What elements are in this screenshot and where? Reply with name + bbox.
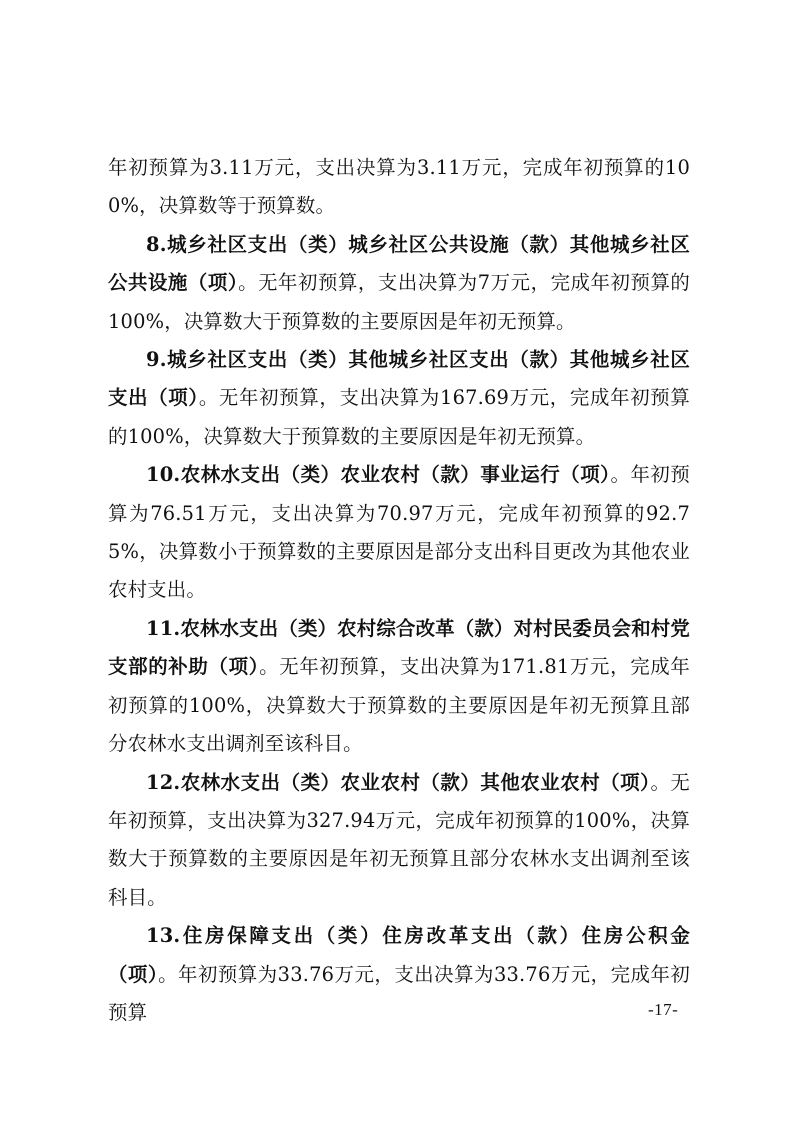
paragraph-item-9 — [108, 341, 690, 456]
item-heading: 11.农林水支出（类）农村综合改革（款）对村民委员会和村党支部的补助（项） — [108, 616, 690, 679]
paragraph-item-10 — [108, 456, 690, 610]
item-heading: 8.城乡社区支出（类）城乡社区公共设施（款）其他城乡社区公共设施（项） — [108, 232, 690, 295]
paragraph-body: 。无年初预算，支出决算为167.69万元，完成年初预算的100%，决算数大于预算数的主要原因是年初无预算。 — [108, 386, 690, 448]
paragraph-body: 。无年初预算，支出决算为327.94万元，完成年初预算的100%，决算数大于预算数的主要原因是年初无预算且部分农林水支出调剂至该科目。 — [108, 770, 691, 909]
page-number: -17- — [648, 1000, 679, 1019]
paragraph-body: 。年初预算为76.51万元，支出决算为70.97万元，完成年初预算的92.75%，决算数小于预算数的主要原因是部分支出科目更改为其他农业农村支出。 — [108, 463, 690, 602]
paragraph-item-12 — [108, 764, 690, 918]
paragraph-body: 。无年初预算，支出决算为171.81万元，完成年初预算的100%，决算数大于预算数的主要原因是年初无预算且部分农林水支出调剂至该科目。 — [108, 655, 690, 756]
item-heading: 10.农林水支出（类）农业农村（款）事业运行（项） — [146, 463, 611, 487]
paragraph-item-13 — [108, 917, 690, 1032]
item-heading: 13.住房保障支出（类）住房改革支出（款）住房公积金（项） — [108, 924, 690, 986]
document-body — [108, 149, 690, 1032]
paragraph-continued — [108, 149, 690, 226]
paragraph-body: 。年初预算为33.76万元，支出决算为33.76万元，完成年初预算 — [108, 962, 690, 1024]
paragraph-item-8 — [108, 226, 690, 341]
paragraph-body: 年初预算为3.11万元，支出决算为3.11万元，完成年初预算的100%，决算数等于预算数。 — [108, 156, 690, 218]
item-heading: 9.城乡社区支出（类）其他城乡社区支出（款）其他城乡社区支出（项） — [108, 348, 690, 410]
paragraph-body: 。无年初预算，支出决算为7万元，完成年初预算的100%，决算数大于预算数的主要原因是年初无预算。 — [108, 271, 691, 333]
paragraph-item-11 — [108, 610, 690, 764]
item-heading: 12.农林水支出（类）农业农村（款）其他农业农村（项） — [146, 770, 651, 794]
